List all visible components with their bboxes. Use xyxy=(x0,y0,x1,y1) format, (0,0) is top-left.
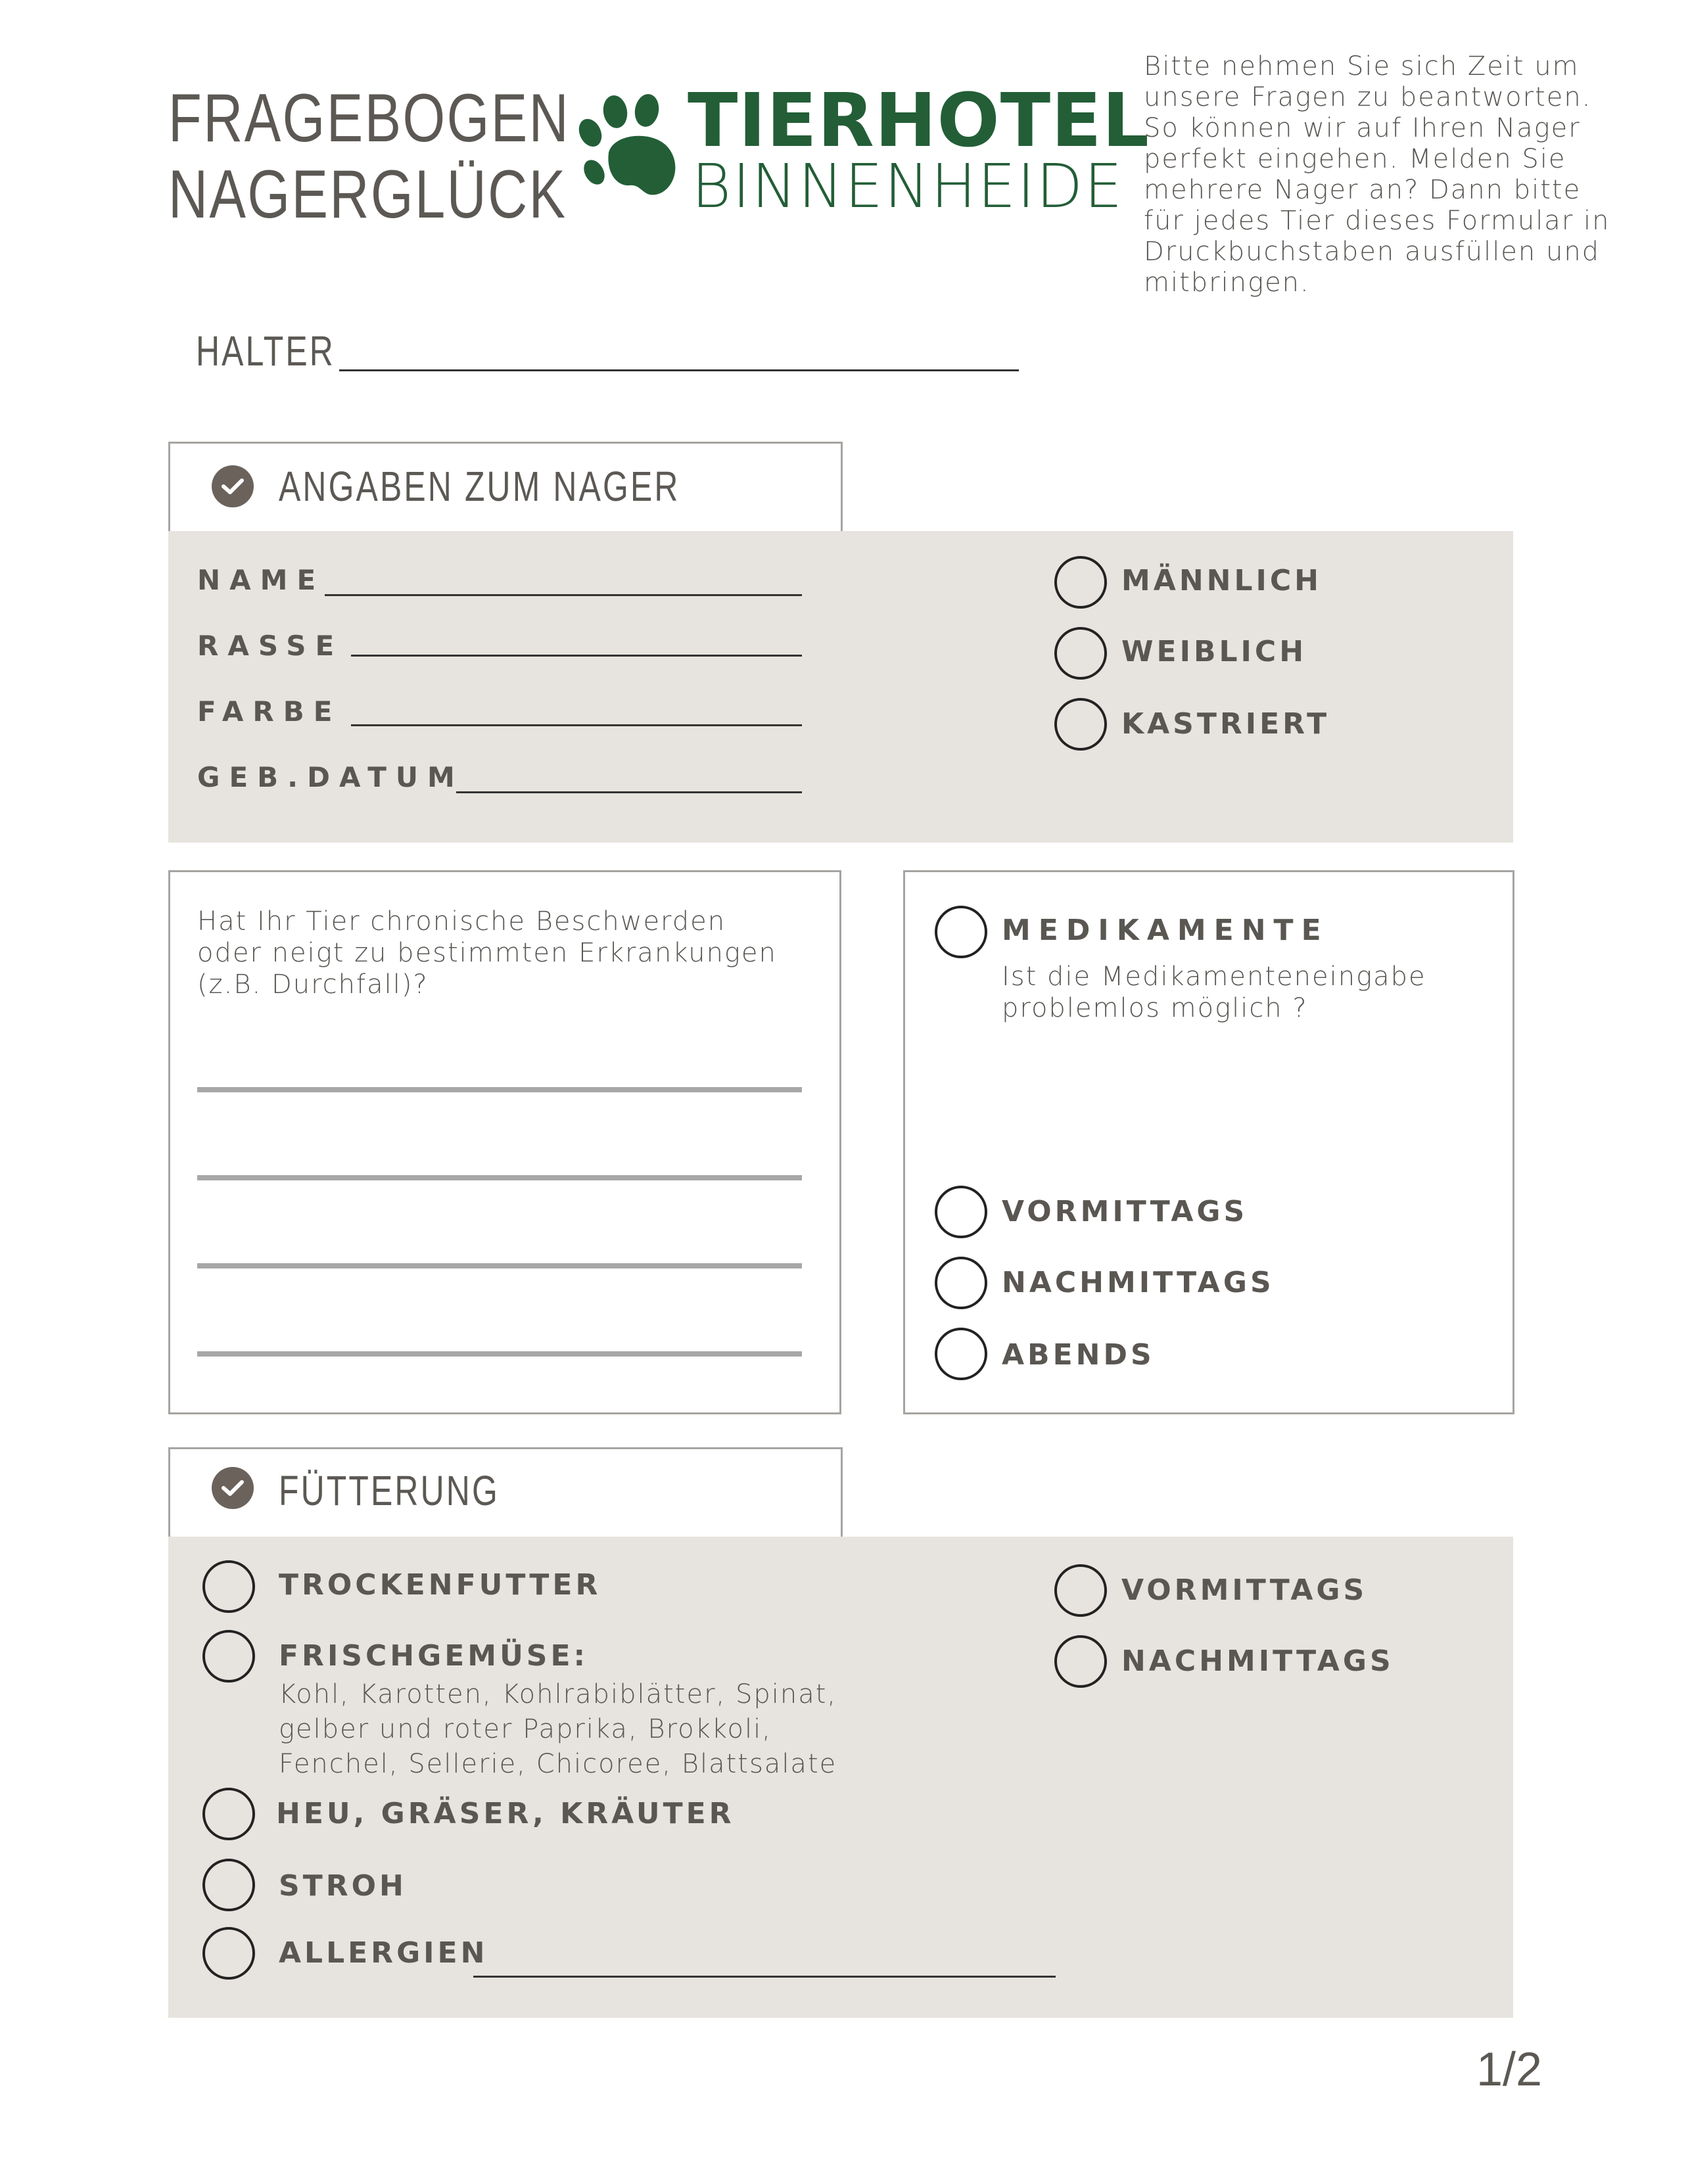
allergies-radio[interactable] xyxy=(202,1927,255,1980)
med-afternoon-label: NACHMITTAGS xyxy=(1002,1266,1275,1299)
answer-line[interactable] xyxy=(197,1351,802,1357)
medication-heading: MEDIKAMENTE xyxy=(1002,914,1329,947)
hay-label: HEU, GRÄSER, KRÄUTER xyxy=(276,1797,735,1830)
owner-label: HALTER xyxy=(196,327,335,375)
fresh-veg-detail-line: gelber und roter Paprika, Brokkoli, xyxy=(279,1714,772,1744)
medication-question xyxy=(1002,961,1426,1024)
form-title-line-2: NAGERGLÜCK xyxy=(168,156,567,233)
allergies-label: ALLERGIEN xyxy=(279,1936,488,1970)
medication-question-line: Ist die Medikamenteneingabe xyxy=(1002,962,1426,992)
chronic-question-line: (z.B. Durchfall)? xyxy=(197,969,429,1000)
logo-name: TIERHOTEL xyxy=(688,78,1150,164)
breed-field[interactable] xyxy=(351,655,802,657)
neutered-label: KASTRIERT xyxy=(1121,707,1330,741)
name-field[interactable] xyxy=(325,594,802,596)
name-label: NAME xyxy=(197,564,325,596)
chronic-question-line: Hat Ihr Tier chronische Beschwerden xyxy=(197,906,726,937)
owner-field[interactable] xyxy=(339,369,1019,371)
form-title-line-1: FRAGEBOGEN xyxy=(168,80,571,156)
intro-line: mitbringen. xyxy=(1144,267,1310,298)
section-heading-feeding: FÜTTERUNG xyxy=(279,1467,500,1514)
answer-line[interactable] xyxy=(197,1087,802,1092)
answer-line[interactable] xyxy=(197,1175,802,1180)
allergies-field[interactable] xyxy=(473,1976,1056,1978)
chronic-question xyxy=(197,906,777,1000)
med-morning-radio[interactable] xyxy=(935,1186,987,1238)
neutered-radio[interactable] xyxy=(1054,698,1107,751)
dry-food-label: TROCKENFUTTER xyxy=(279,1568,601,1602)
intro-line: unsere Fragen zu beantworten. xyxy=(1144,82,1592,112)
medication-question-line: problemlos möglich ? xyxy=(1002,993,1308,1023)
feed-afternoon-label: NACHMITTAGS xyxy=(1121,1644,1394,1678)
female-radio[interactable] xyxy=(1054,627,1107,680)
fresh-veg-detail-line: Kohl, Karotten, Kohlrabiblätter, Spinat, xyxy=(279,1679,837,1709)
intro-line: mehrere Nager an? Dann bitte xyxy=(1144,175,1582,205)
color-label: FARBE xyxy=(197,695,342,728)
chronic-question-line: oder neigt zu bestimmten Erkrankungen xyxy=(197,938,777,968)
male-radio[interactable] xyxy=(1054,556,1107,609)
dry-food-radio[interactable] xyxy=(202,1560,255,1613)
med-afternoon-radio[interactable] xyxy=(935,1257,987,1309)
fresh-veg-detail-line: Fenchel, Sellerie, Chicoree, Blattsalate xyxy=(279,1749,837,1779)
intro-line: perfekt eingehen. Melden Sie xyxy=(1144,144,1566,174)
med-evening-radio[interactable] xyxy=(935,1328,987,1380)
color-field[interactable] xyxy=(351,724,802,726)
intro-line: für jedes Tier dieses Formular in xyxy=(1144,206,1610,236)
answer-line[interactable] xyxy=(197,1263,802,1268)
section-heading-animal: ANGABEN ZUM NAGER xyxy=(279,463,680,510)
logo-subname: BINNENHEIDE xyxy=(692,151,1124,221)
fresh-veg-radio[interactable] xyxy=(202,1630,255,1683)
paw-icon xyxy=(576,92,688,204)
birthdate-field[interactable] xyxy=(456,791,802,793)
intro-line: Druckbuchstaben ausfüllen und xyxy=(1144,237,1601,267)
section-tab-feeding xyxy=(168,1447,843,1540)
intro-line: Bitte nehmen Sie sich Zeit um xyxy=(1144,51,1580,81)
feed-morning-label: VORMITTAGS xyxy=(1121,1573,1368,1607)
fresh-veg-label: FRISCHGEMÜSE: xyxy=(279,1639,589,1673)
straw-radio[interactable] xyxy=(202,1859,255,1911)
feed-afternoon-radio[interactable] xyxy=(1054,1635,1107,1688)
fresh-veg-detail xyxy=(279,1677,837,1782)
medication-box xyxy=(903,870,1514,1414)
medication-radio[interactable] xyxy=(935,906,987,958)
male-label: MÄNNLICH xyxy=(1121,564,1323,597)
breed-label: RASSE xyxy=(197,630,344,662)
med-evening-label: ABENDS xyxy=(1002,1338,1155,1372)
birthdate-label: GEB.DATUM xyxy=(197,761,464,793)
feed-morning-radio[interactable] xyxy=(1054,1564,1107,1617)
med-morning-label: VORMITTAGS xyxy=(1002,1195,1248,1228)
female-label: WEIBLICH xyxy=(1121,635,1307,668)
intro-line: So können wir auf Ihren Nager xyxy=(1144,113,1581,143)
page-number: 1/2 xyxy=(1476,2043,1543,2096)
hay-radio[interactable] xyxy=(202,1788,255,1840)
check-circle-icon xyxy=(212,1467,254,1509)
intro-text xyxy=(1144,51,1610,298)
straw-label: STROH xyxy=(279,1869,407,1903)
check-circle-icon xyxy=(212,465,254,507)
